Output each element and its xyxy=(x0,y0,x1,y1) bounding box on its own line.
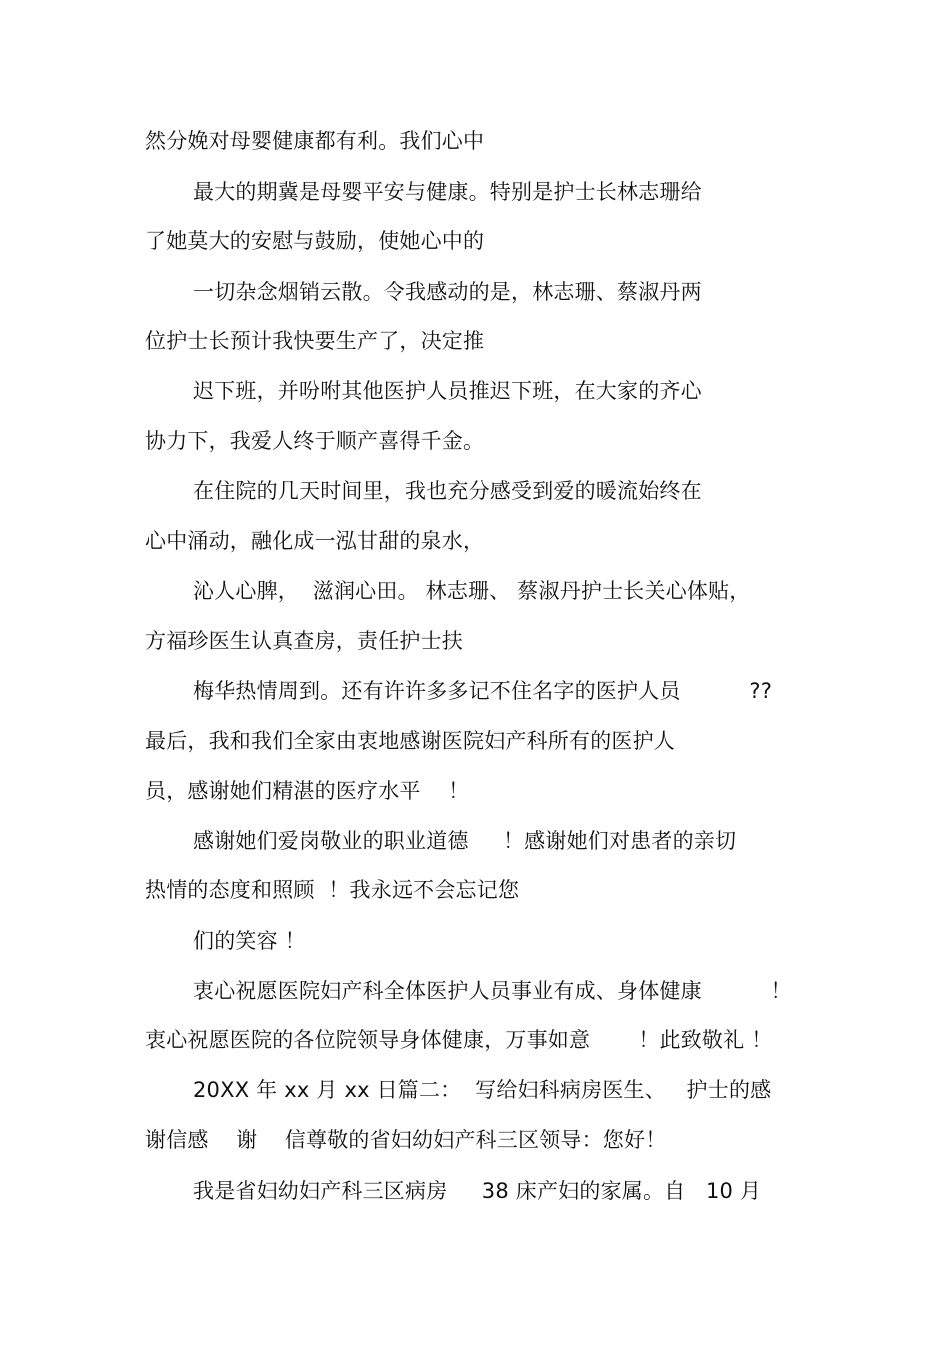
text-line-18: 衷心祝愿医院妇产科全体医护人员事业有成、身体健康 ！ xyxy=(193,979,792,1003)
text-line-2: 最大的期冀是母婴平安与健康。特别是护士长林志珊给 xyxy=(193,180,702,204)
text-line-9: 心中涌动，融化成一泓甘甜的泉水， xyxy=(145,529,485,553)
text-line-7: 协力下，我爱人终于顺产喜得千金。 xyxy=(145,429,485,453)
text-line-21: 谢信感 谢 信尊敬的省妇幼妇产科三区领导：您好！ xyxy=(145,1128,667,1152)
text-line-20: 20XX 年 xx 月 xx 日篇二： 写给妇科病房医生、 护士的感 xyxy=(193,1078,772,1102)
text-line-5: 位护士长预计我快要生产了，决定推 xyxy=(145,329,485,353)
text-line-10: 沁人心脾， 滋润心田。 林志珊、 蔡淑丹护士长关心体贴， xyxy=(193,579,751,603)
text-line-4: 一切杂念烟销云散。令我感动的是，林志珊、蔡淑丹两 xyxy=(193,280,702,304)
text-line-12: 梅华热情周到。还有许许多多记不住名字的医护人员 ?? xyxy=(193,679,773,703)
text-line-11: 方福珍医生认真查房，责任护士扶 xyxy=(145,629,463,653)
text-line-6: 迟下班，并吩咐其他医护人员推迟下班，在大家的齐心 xyxy=(193,379,702,403)
text-line-14: 员，感谢她们精湛的医疗水平 ！ xyxy=(145,779,470,803)
text-line-22: 我是省妇幼妇产科三区病房 38 床产妇的家属。自 10 月 xyxy=(193,1179,762,1203)
text-line-15: 感谢她们爱岗敬业的职业道德 ！感谢她们对患者的亲切 xyxy=(193,829,737,853)
text-line-19: 衷心祝愿医院的各位院领导身体健康，万事如意 ！此致敬礼 ！ xyxy=(145,1028,773,1052)
text-line-1: 然分娩对母婴健康都有利。我们心中 xyxy=(145,129,485,153)
text-line-13: 最后，我和我们全家由衷地感谢医院妇产科所有的医护人 xyxy=(145,729,675,753)
text-line-16: 热情的态度和照顾 ！我永远不会忘记您 xyxy=(145,878,520,902)
text-line-8: 在住院的几天时间里，我也充分感受到爱的暖流始终在 xyxy=(193,479,702,503)
text-line-17: 们的笑容 ！ xyxy=(193,929,306,953)
text-line-3: 了她莫大的安慰与鼓励，使她心中的 xyxy=(145,229,485,253)
